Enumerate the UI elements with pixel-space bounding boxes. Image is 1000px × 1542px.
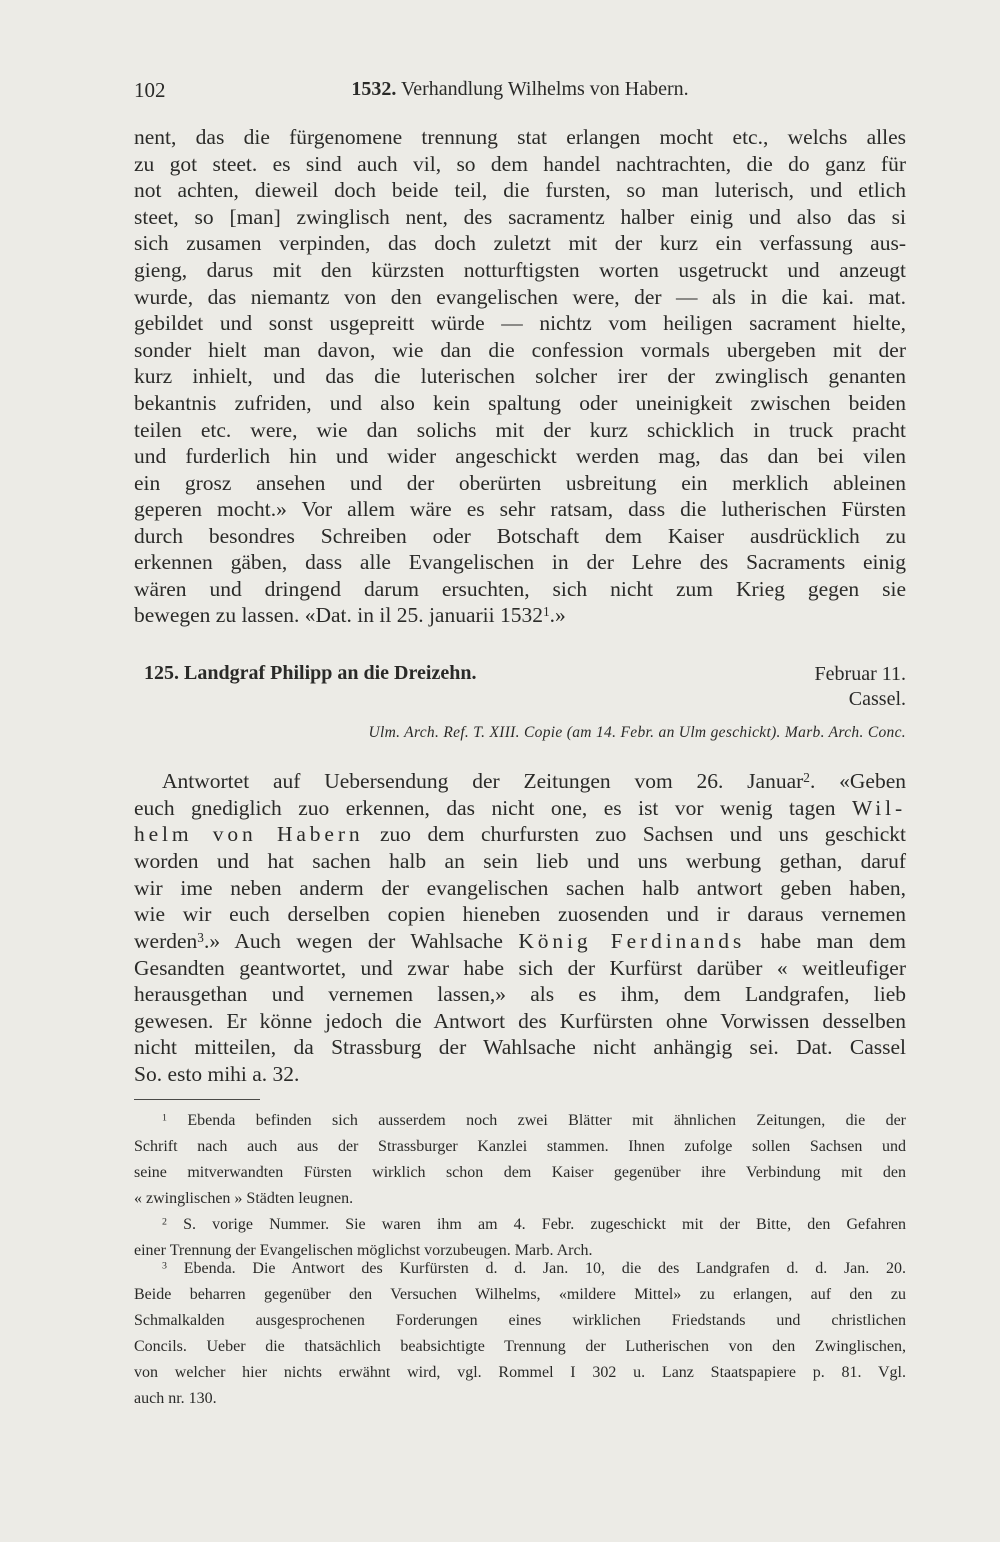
footnote-line: auch nr. 130.	[134, 1390, 217, 1407]
footnote-line	[134, 1256, 906, 1282]
text-span: Ebenda befinden sich ausserdem noch zwei Blätter mit ähnlichen Zeitungen, die der	[187, 1112, 907, 1129]
body-line: bekantnis zufriden, und also kein spaltung oder uneinigkeit zwischen beiden	[134, 391, 906, 415]
text-span: zuo dem churfursten zuo Sachsen und uns geschickt	[379, 822, 906, 846]
footnote-marker: 2	[162, 1216, 167, 1228]
text-span: euch gnediglich zuo erkennen, das nicht one, es ist vor wenig tagen	[134, 796, 836, 820]
footnote-line	[134, 1212, 906, 1238]
body-line: zu got steet. es sind auch vil, so dem handel nachtrachten, die do ganz für	[134, 152, 906, 176]
footnote-line	[134, 1108, 906, 1134]
running-title-text: Verhandlung Wilhelms von Habern.	[400, 78, 689, 100]
body-line: sich zusamen verpinden, das doch zuletzt mit der kurz ein verfassung aus-	[134, 231, 906, 255]
footnote-line: « zwinglischen » Städten leugnen.	[134, 1190, 354, 1207]
document-place: Cassel.	[848, 688, 906, 710]
body-line: teilen etc. were, wie dan solichs mit der kurz schicklich in truck pracht	[134, 418, 906, 442]
footnote-line: Concils. Ueber die thatsächlich beabsichtigte Trennung der Lutherischen von den Zwinglischen,	[134, 1338, 906, 1355]
body-line: herausgethan und vernemen lassen,» als es ihm, dem Landgrafen, lieb	[134, 982, 906, 1006]
body-line	[134, 602, 906, 629]
body-line	[134, 795, 906, 822]
body-line: kurz inhielt, und das die luterischen solcher irer der zwinglisch genanten	[134, 364, 906, 388]
body-line	[134, 768, 906, 795]
body-line: wurde, das niemantz von den evangelischen were, der — als in die kai. mat.	[134, 285, 906, 309]
source-citation: Ulm. Arch. Ref. T. XIII. Copie (am 14. Febr. an Ulm geschickt). Marb. Arch. Conc.	[368, 724, 906, 741]
footnote-ref: 1	[543, 604, 550, 620]
footnote-marker: 1	[162, 1112, 167, 1124]
body-line: steet, so [man] zwinglisch nent, des sacramentz halber einig und also das si	[134, 205, 906, 229]
body-line: nent, das die fürgenomene trennung stat erlangen mocht etc., welchs alles	[134, 125, 906, 149]
body-line: wären und dringend darum ersuchten, sich nicht zum Krieg gegen sie	[134, 577, 906, 601]
body-last-close: .»	[549, 603, 566, 627]
page-number: 102	[134, 78, 166, 102]
running-title	[134, 78, 906, 101]
running-title-year: 1532.	[351, 78, 397, 100]
footnote-ref: 3	[197, 930, 204, 946]
footnote-line: Schrift nach auch aus der Strassburger Kanzlei stammen. Ihnen zufolge sollen Sachsen und	[134, 1138, 906, 1155]
body-line: geperen mocht.» Vor allem wäre es sehr ratsam, dass die lutherischen Fürsten	[134, 497, 906, 521]
text-span: werden	[134, 929, 198, 953]
footnote-line: seine mitverwandten Fürsten wirklich schon dem Kaiser gegenüber ihre Verbindung mit den	[134, 1164, 906, 1181]
body-line: not achten, dieweil doch beide teil, die fursten, so man luterisch, und etlich	[134, 178, 906, 202]
text-span: S. vorige Nummer. Sie waren ihm am 4. Febr. zugeschickt mit der Bitte, den Gefahren	[183, 1216, 906, 1233]
body-line	[134, 821, 906, 848]
body-line: sonder hielt man davon, wie dan die confession vormals ubergeben mit der	[134, 338, 906, 362]
body-last-text: bewegen zu lassen. «Dat. in il 25. januarii 1532	[134, 603, 543, 627]
text-span: .» Auch wegen der Wahlsache	[203, 929, 503, 953]
document-date-place	[815, 662, 906, 712]
footnote-ref: 2	[803, 770, 810, 786]
body-line: worden und hat sachen halb an sein lieb und uns werbung gethan, daruf	[134, 849, 906, 873]
text-span: Antwortet auf Uebersendung der Zeitungen vom 26. Januar	[162, 769, 804, 793]
document-title: 125. Landgraf Philipp an die Dreizehn.	[144, 662, 477, 684]
text-span: Ebenda. Die Antwort des Kurfürsten d. d. Jan. 10, die des Landgrafen d. d. Jan. 20.	[183, 1260, 907, 1277]
body-line: gieng, darus mit den kürzsten notturftigsten worten usgetruckt und anzeugt	[134, 258, 906, 282]
body-line: erkennen gäben, dass alle Evangelischen in der Lehre des Sacraments einig	[134, 550, 906, 574]
body-line	[134, 928, 906, 955]
person-name: König Ferdinands	[518, 929, 746, 953]
body-line: gebildet und sonst usgepreitt würde — nichtz vom heiligen sacrament hielte,	[134, 311, 906, 335]
footnote-line: Schmalkalden ausgesprochenen Forderungen eines wirklichen Friedstands und christlichen	[134, 1312, 906, 1329]
footnote-marker: 3	[162, 1260, 167, 1272]
body-line: So. esto mihi a. 32.	[134, 1062, 300, 1086]
running-head	[134, 78, 906, 108]
footnote-line: einer Trennung der Evangelischen möglichst vorzubeugen. Marb. Arch.	[134, 1242, 593, 1259]
footnote-line: Beide beharren gegenüber den Versuchen Wilhelms, «mildere Mittel» zu erlangen, auf den zu	[134, 1286, 906, 1303]
body-line: wir ime neben anderm der evangelischen sachen halb antwort geben haben,	[134, 876, 906, 900]
body-line: ein grosz ansehen und der oberürten usbreitung ein merklich ableinen	[134, 471, 906, 495]
text-span: . «Geben	[809, 769, 906, 793]
document-heading	[134, 660, 906, 720]
document-date: Februar 11.	[814, 663, 906, 685]
body-line: wie wir euch derselben copien hieneben zuosenden und ir daraus vernemen	[134, 902, 906, 926]
footnote-line: von welcher hier nichts erwähnt wird, vgl. Rommel I 302 u. Lanz Staatspapiere p. 81. Vgl.	[134, 1364, 906, 1381]
body-line: und furderlich hin und wider angeschickt werden mag, das dan bei vilen	[134, 444, 906, 468]
footnote-divider	[134, 1099, 260, 1100]
body-line: Gesandten geantwortet, und zwar habe sich der Kurfürst darüber « weitleufiger	[134, 956, 906, 980]
person-name: helm von Habern	[134, 822, 364, 846]
body-line: durch besondres Schreiben oder Botschaft dem Kaiser ausdrücklich zu	[134, 524, 906, 548]
text-span: habe man dem	[760, 929, 906, 953]
person-name: Wil-	[851, 796, 906, 820]
body-line: gewesen. Er könne jedoch die Antwort des Kurfürsten ohne Vorwissen desselben	[134, 1009, 906, 1033]
body-line: nicht mitteilen, da Strassburg der Wahlsache nicht anhängig sei. Dat. Cassel	[134, 1035, 906, 1059]
